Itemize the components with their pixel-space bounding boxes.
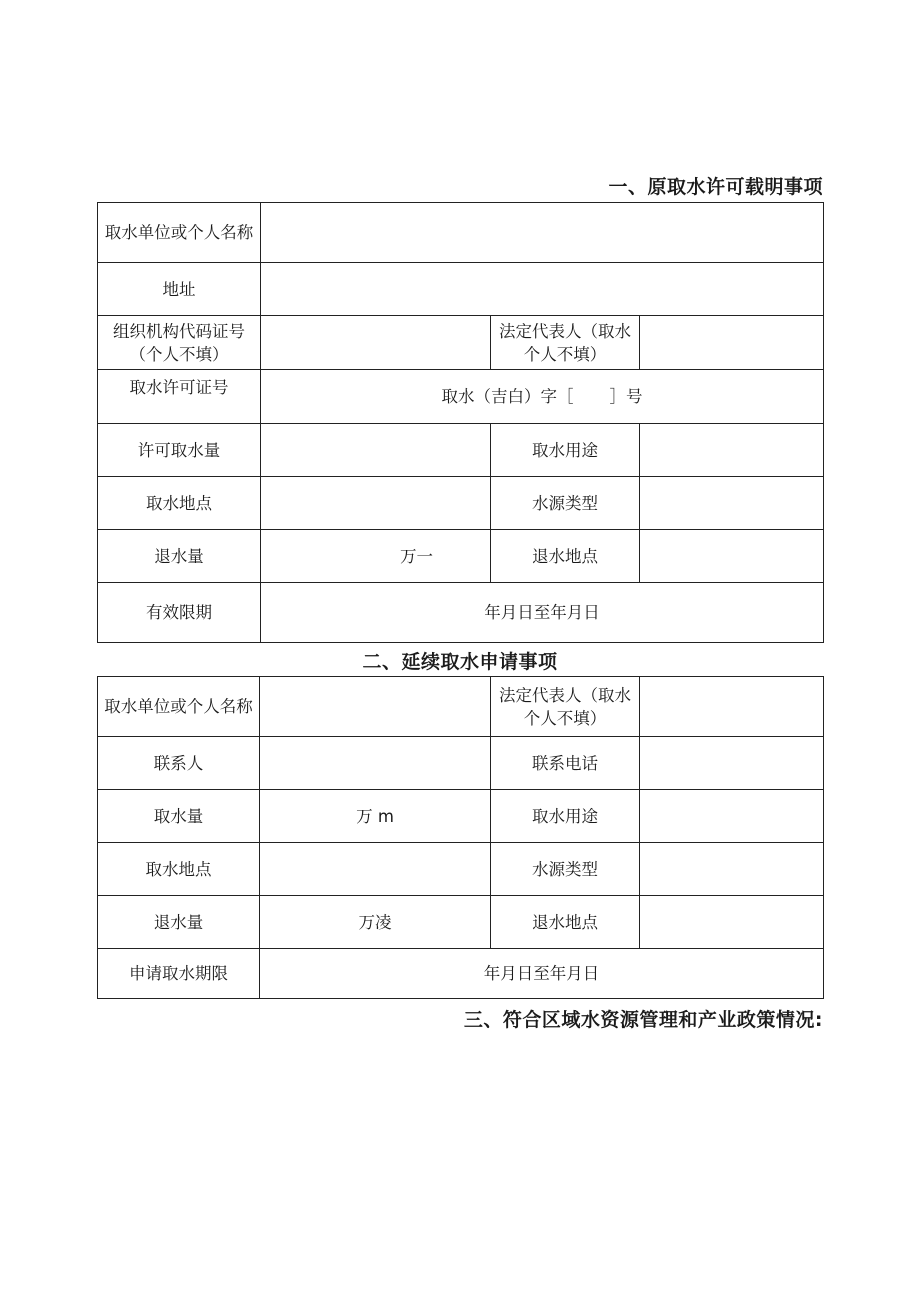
permit-no-suffix: ］号 (609, 387, 643, 406)
water-use-label: 取水用途 (491, 424, 640, 477)
unit-name-label: 取水单位或个人名称 (98, 203, 261, 263)
legal-rep-label: 法定代表人（取水个人不填） (491, 316, 640, 370)
source-type-field[interactable] (640, 477, 824, 530)
renewal-source-type-label: 水源类型 (491, 843, 640, 896)
permit-no-field[interactable] (261, 370, 824, 424)
renewal-source-type-field[interactable] (640, 843, 824, 896)
renewal-return-volume-field[interactable]: 万凌 (260, 896, 491, 949)
permitted-volume-field[interactable] (261, 424, 491, 477)
renewal-return-location-label: 退水地点 (491, 896, 640, 949)
renewal-intake-location-label: 取水地点 (98, 843, 260, 896)
source-type-label: 水源类型 (491, 477, 640, 530)
unit-name-field[interactable] (261, 203, 824, 263)
section-3-heading: 三、符合区域水资源管理和产业政策情况: (463, 1009, 823, 1031)
org-code-field[interactable] (261, 316, 491, 370)
renewal-legal-rep-field[interactable] (640, 677, 824, 737)
phone-label: 联系电话 (491, 737, 640, 790)
intake-location-label: 取水地点 (98, 477, 261, 530)
renewal-water-use-label: 取水用途 (491, 790, 640, 843)
validity-field[interactable]: 年月日至年月日 (261, 583, 824, 643)
intake-location-field[interactable] (261, 477, 491, 530)
contact-label: 联系人 (98, 737, 260, 790)
org-code-label: 组织机构代码证号（个人不填） (98, 316, 261, 370)
renewal-return-volume-label: 退水量 (98, 896, 260, 949)
renewal-unit-name-label: 取水单位或个人名称 (98, 677, 260, 737)
phone-field[interactable] (640, 737, 824, 790)
contact-field[interactable] (260, 737, 491, 790)
water-use-field[interactable] (640, 424, 824, 477)
validity-label: 有效限期 (98, 583, 261, 643)
renewal-intake-location-field[interactable] (260, 843, 491, 896)
section-1-heading: 一、原取水许可载明事项 (608, 176, 823, 198)
section-2-heading: 二、延续取水申请事项 (362, 651, 558, 673)
renewal-unit-name-field[interactable] (260, 677, 491, 737)
permitted-volume-label: 许可取水量 (98, 424, 261, 477)
legal-rep-field[interactable] (640, 316, 824, 370)
return-location-label: 退水地点 (491, 530, 640, 583)
renewal-volume-label: 取水量 (98, 790, 260, 843)
renewal-return-location-field[interactable] (640, 896, 824, 949)
return-volume-unit: 万一 (400, 546, 433, 566)
permit-no-label: 取水许可证号 (98, 370, 261, 424)
renewal-application-table (97, 676, 824, 999)
period-label: 申请取水期限 (98, 949, 260, 999)
period-field[interactable]: 年月日至年月日 (260, 949, 824, 999)
renewal-water-use-field[interactable] (640, 790, 824, 843)
permit-no-prefix: 取水（吉白）字［ (441, 387, 574, 406)
original-permit-table (97, 202, 824, 643)
renewal-legal-rep-label: 法定代表人（取水个人不填） (491, 677, 640, 737)
address-field[interactable] (261, 263, 824, 316)
address-label: 地址 (98, 263, 261, 316)
return-location-field[interactable] (640, 530, 824, 583)
return-volume-field[interactable] (261, 530, 491, 583)
renewal-volume-field[interactable]: 万 m (260, 790, 491, 843)
return-volume-label: 退水量 (98, 530, 261, 583)
